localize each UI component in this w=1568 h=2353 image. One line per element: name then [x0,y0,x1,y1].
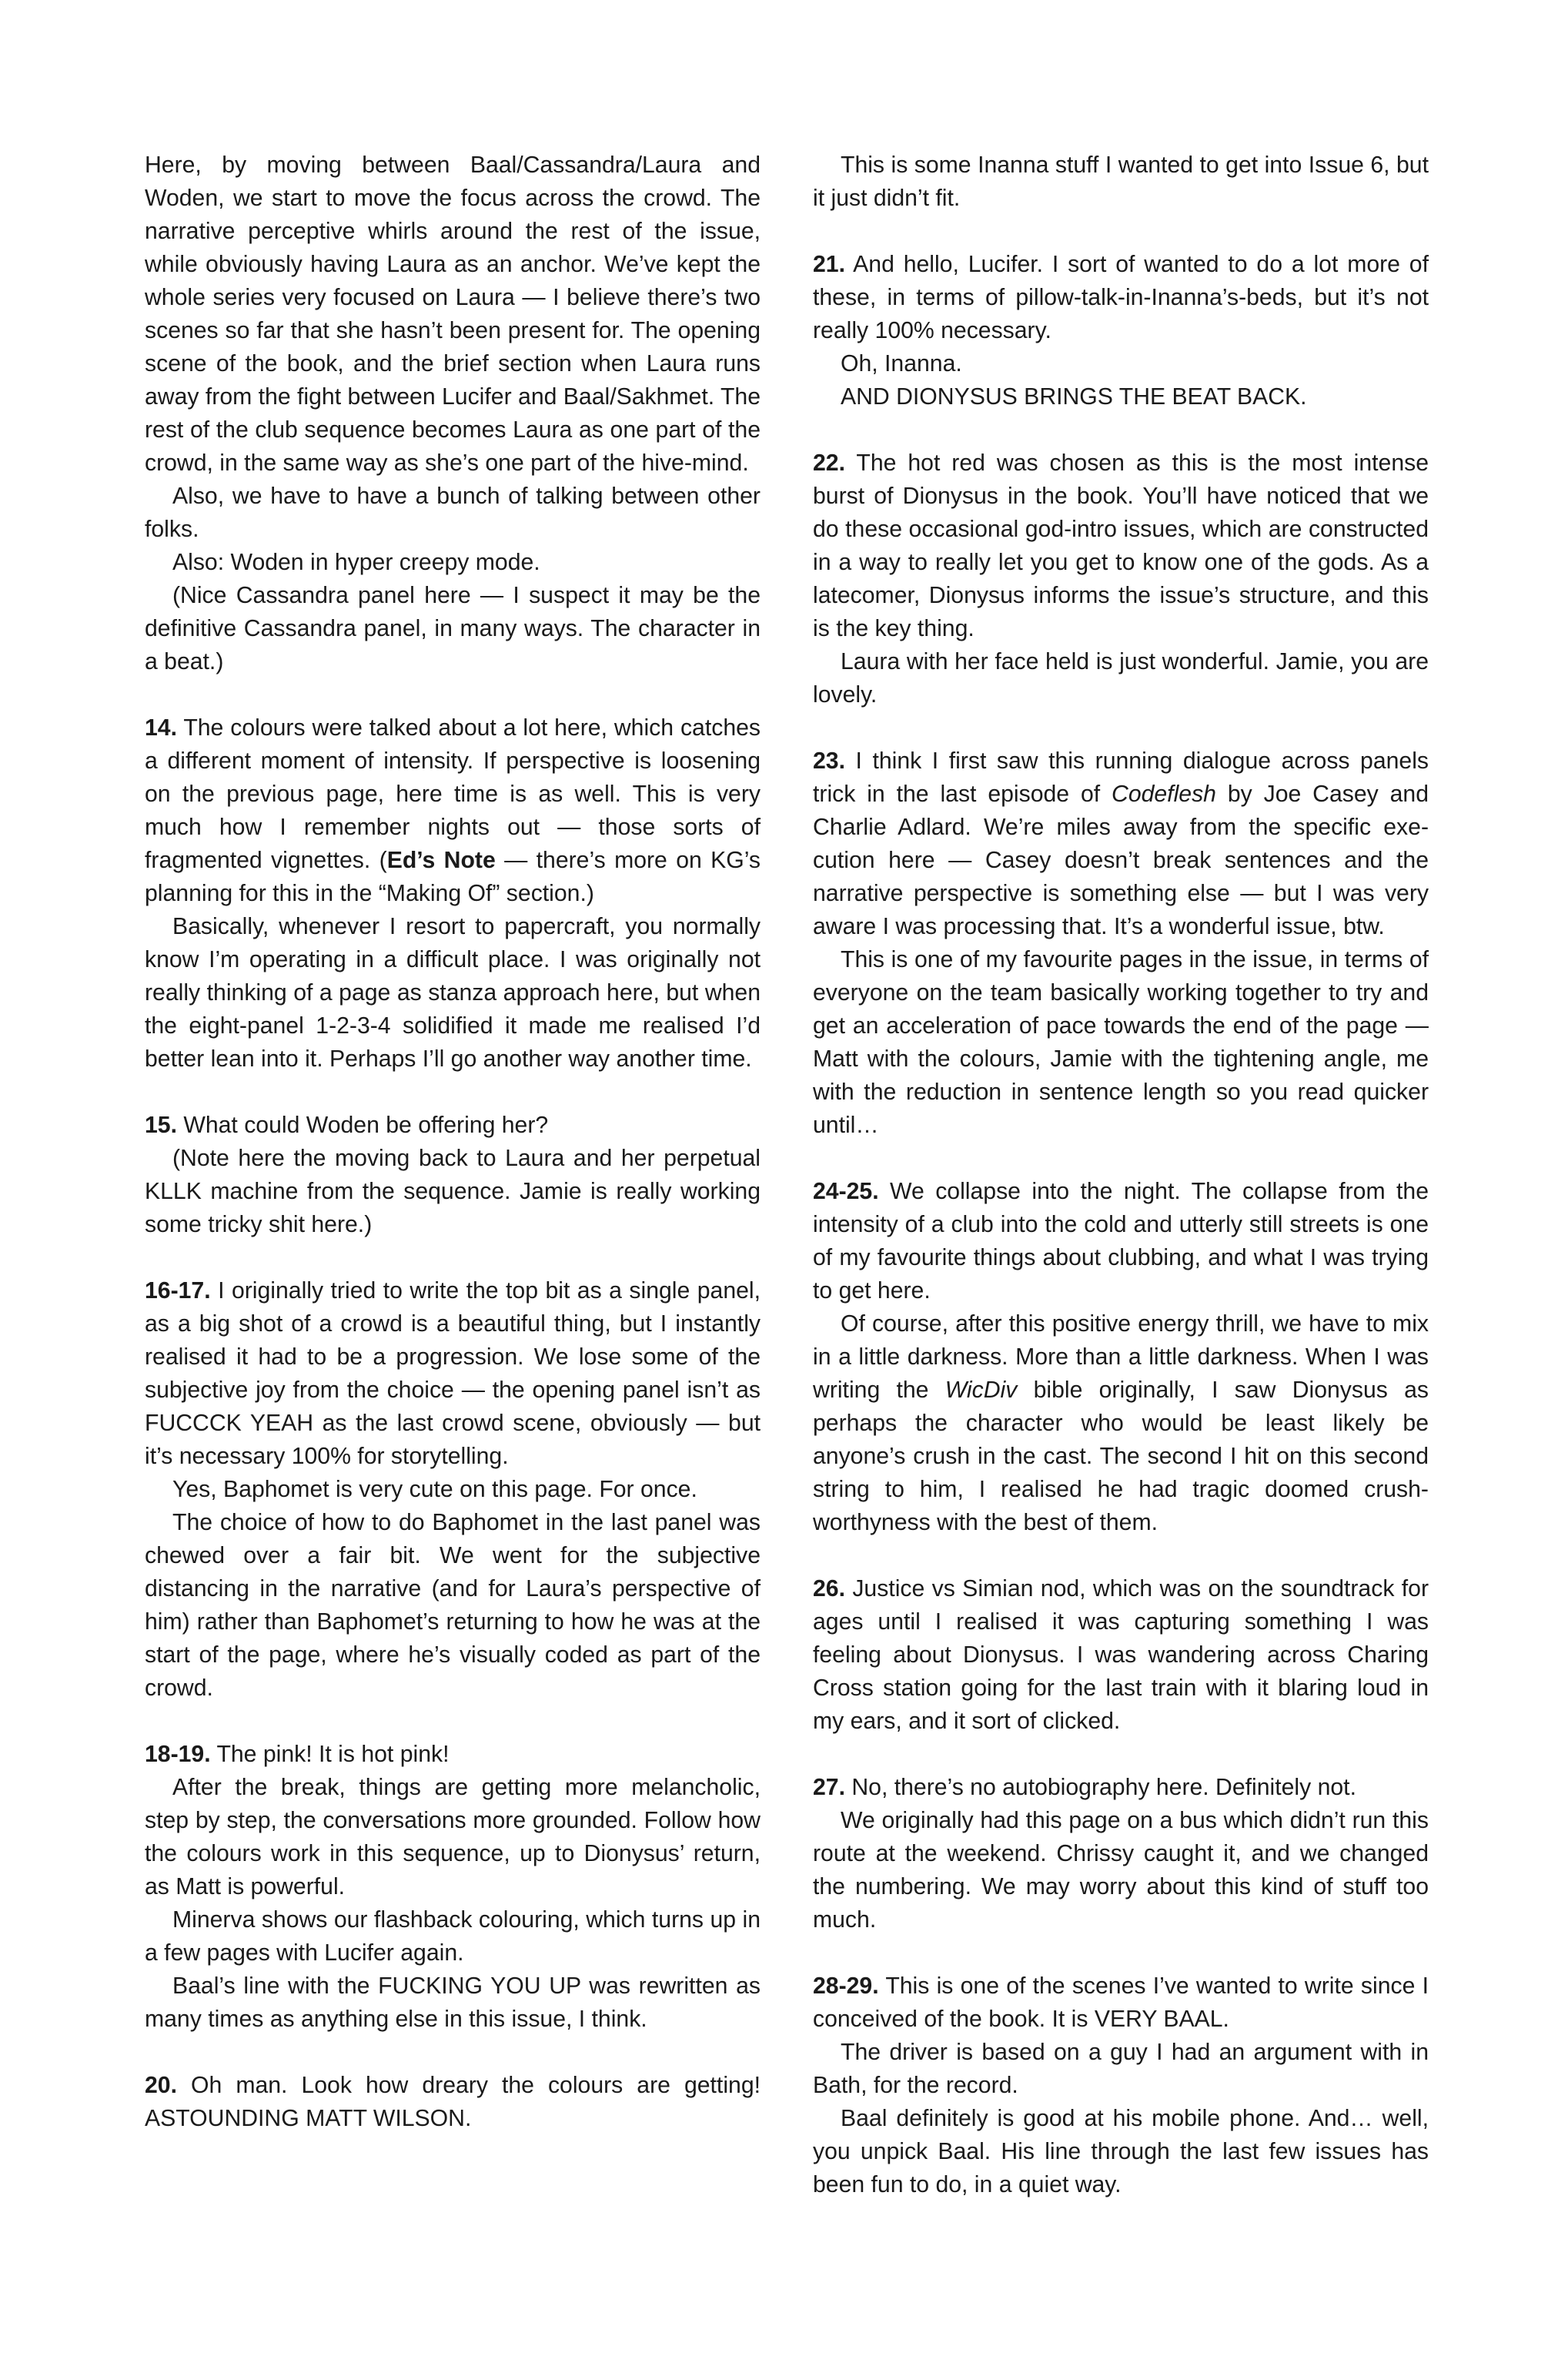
page-number: 28-29. [813,1973,879,1999]
note-page-23 [813,745,1429,943]
left-column [145,149,761,2135]
note-text: What could Woden be offering her? [183,1113,549,1138]
note-text: bible originally, I saw Dionysus as perhaps the character who would be least likely be anyone’s crush in the cast. The second I hit on this second string to him, I realised he had tragic doomed crush-worthyness with the best of them. [813,1377,1429,1535]
page-number: 15. [145,1113,177,1138]
page-number: 20. [145,2073,177,2098]
page-number: 16-17. [145,1278,211,1304]
italic-title: WicDiv [944,1377,1018,1403]
paragraph: Baal’s line with the FUCKING YOU UP was rewritten as many times as anything else in this issue, I think. [145,1973,761,2032]
note-page-16-17 [145,1274,761,1473]
page-number: 27. [813,1775,845,1800]
paragraph: Oh, Inanna. [841,351,962,377]
page-number: 18-19. [145,1742,211,1767]
note-text: by Joe Casey and Charlie Adlard. We’re miles away from the specific execution here — Casey doesn’t break sentences and the narrative perspective is something else — but I was very aware I was processing that. It’s a wonderful issue, btw. [813,782,1429,939]
note-text: The colours were talked about a lot here, which catches a different moment of intensity. If perspective is loosening on the previous page, here time is as well. This is very much how I remember nights out — those sorts of fragmented vignettes. ( [145,715,761,873]
note-page-24-25 [813,1175,1429,1307]
right-column [813,149,1429,2201]
italic-title: Codeflesh [1112,782,1216,807]
note-text: — there’s more on KG’s planning for this in the “Making Of” section.) [145,848,761,906]
paragraph: AND DIONYSUS BRINGS THE BEAT BACK. [841,384,1307,410]
paragraph: Yes, Baphomet is very cute on this page. For once. [172,1477,697,1502]
note-page-21 [813,248,1429,347]
page-number: 21. [813,252,845,277]
note-text: The hot red was chosen as this is the most intense burst of Dionysus in the book. You’ll have noticed that we do these occasional god-intro issues, which are constructed in a way to really let you get to know one of the gods. As a latecomer, Dionysus informs the issue’s structure, and this is the key thing. [813,450,1429,641]
note-page-18-19 [145,1738,761,1771]
page-number: 14. [145,715,177,741]
paragraph: Also: Woden in hyper creepy mode. [172,550,540,575]
note-page-27 [813,1771,1429,1804]
note-text: Justice vs Simian nod, which was on the soundtrack for ages until I realised it was capturing something I was feeling about Dionysus. I was wandering across Charing Cross station going for the last train with it blaring loud in my ears, and it sort of clicked. [813,1576,1429,1734]
note-page-26 [813,1572,1429,1738]
note-text: I originally tried to write the top bit as a single panel, as a big shot of a crowd is a beautiful thing, but I instantly realised it had to be a progression. We lose some of the subjective joy from the choice — the opening panel isn’t as FUCCCK YEAH as the last crowd scene, obviously — but it’s necessary 100% for storytelling. [145,1278,761,1469]
paragraph: Baal definitely is good at his mobile phone. And… well, you unpick Baal. His line through the last few issues has been fun to do, in a quiet way. [813,2106,1429,2197]
note-page-20 [145,2069,761,2135]
paragraph: (Nice Cassandra panel here — I suspect it may be the definitive Cassandra panel, in many ways. The character in a beat.) [145,583,761,674]
paragraph: This is some Inanna stuff I wanted to get into Issue 6, but it just didn’t fit. [813,152,1429,211]
paragraph: (Note here the moving back to Laura and her perpetual KLLK machine from the sequence. Jamie is really working some tricky shit here.) [145,1146,761,1237]
paragraph [813,1307,1429,1539]
note-page-14 [145,711,761,910]
paragraph: The choice of how to do Baphomet in the last panel was chewed over a fair bit. We went for the subjective distancing in the narrative (and for Laura’s perspective of him) rather than Baphomet’s returning to how he was at the start of the page, where he’s visually coded as part of the crowd. [145,1510,761,1701]
paragraph: We originally had this page on a bus which didn’t run this route at the weekend. Chrissy caught it, and we changed the numbering. We may worry about this kind of stuff too much. [813,1808,1429,1933]
note-text: Of course, after this positive energy thrill, we have to mix in a little darkness. More than a little darkness. When I was writing the [813,1311,1429,1403]
paragraph: Laura with her face held is just wonderful. Jamie, you are lovely. [813,649,1429,708]
note-text: No, there’s no autobiography here. Definitely not. [851,1775,1356,1800]
note-text: Oh man. Look how dreary the colours are getting! ASTOUNDING MATT WILSON. [145,2073,761,2131]
note-text: We collapse into the night. The collapse from the intensity of a club into the cold and utterly still streets is one of my favourite things about clubbing, and what I was trying to get here. [813,1179,1429,1304]
page-number: 23. [813,748,845,774]
paragraph: Also, we have to have a bunch of talking between other folks. [145,484,761,542]
note-text: And hello, Lucifer. I sort of wanted to do a lot more of these, in terms of pillow-talk-in-Inanna’s-beds, but it’s not really 100% necessary. [813,252,1429,343]
paragraph: After the break, things are getting more melancholic, step by step, the conversations more grounded. Follow how the colours work in this sequence, up to Dionysus’ return, as Matt is powerful. [145,1775,761,1899]
paragraph: This is one of my favourite pages in the issue, in terms of everyone on the team basically working together to try and get an acceleration of pace towards the end of the page — Matt with the colours, Jamie with the tightening angle, me with the reduction in sentence length so you read quicker until… [813,947,1429,1138]
paragraph: The driver is based on a guy I had an argument with in Bath, for the record. [813,2040,1429,2098]
page-number: 26. [813,1576,845,1602]
note-text: This is one of the scenes I’ve wanted to write since I conceived of the book. It is VERY BAAL. [813,1973,1429,2032]
paragraph: Minerva shows our flashback colouring, which turns up in a few pages with Lucifer again. [145,1907,761,1966]
note-page-15 [145,1109,761,1142]
note-text: The pink! It is hot pink! [216,1742,450,1767]
page-number: 24-25. [813,1179,879,1204]
page-number: 22. [813,450,845,476]
note-page-28-29 [813,1970,1429,2036]
note-page-22 [813,447,1429,645]
paragraph: Basically, whenever I resort to papercraft, you normally know I’m operating in a difficult place. I was originally not really thinking of a page as stanza approach here, but when the eight-panel 1-2-3-4 solidified it made me realised I’d better lean into it. Perhaps I’ll go another way another time. [145,914,761,1072]
note-text: I think I first saw this running dialogue across panels trick in the last episode of [813,748,1429,807]
paragraph: Here, by moving between Baal/Cassandra/Laura and Woden, we start to move the focus across the crowd. The narrative perceptive whirls around the rest of the issue, while obviously having Laura as an anchor. We’ve kept the whole series very focused on Laura — I believe there’s two scenes so far that she hasn’t been present for. The opening scene of the book, and the brief section when Laura runs away from the fight between Lucifer and Baal/Sakhmet. The rest of the club sequence becomes Laura as one part of the crowd, in the same way as she’s one part of the hive-mind. [145,152,761,476]
eds-note-label: Ed’s Note [386,848,496,873]
